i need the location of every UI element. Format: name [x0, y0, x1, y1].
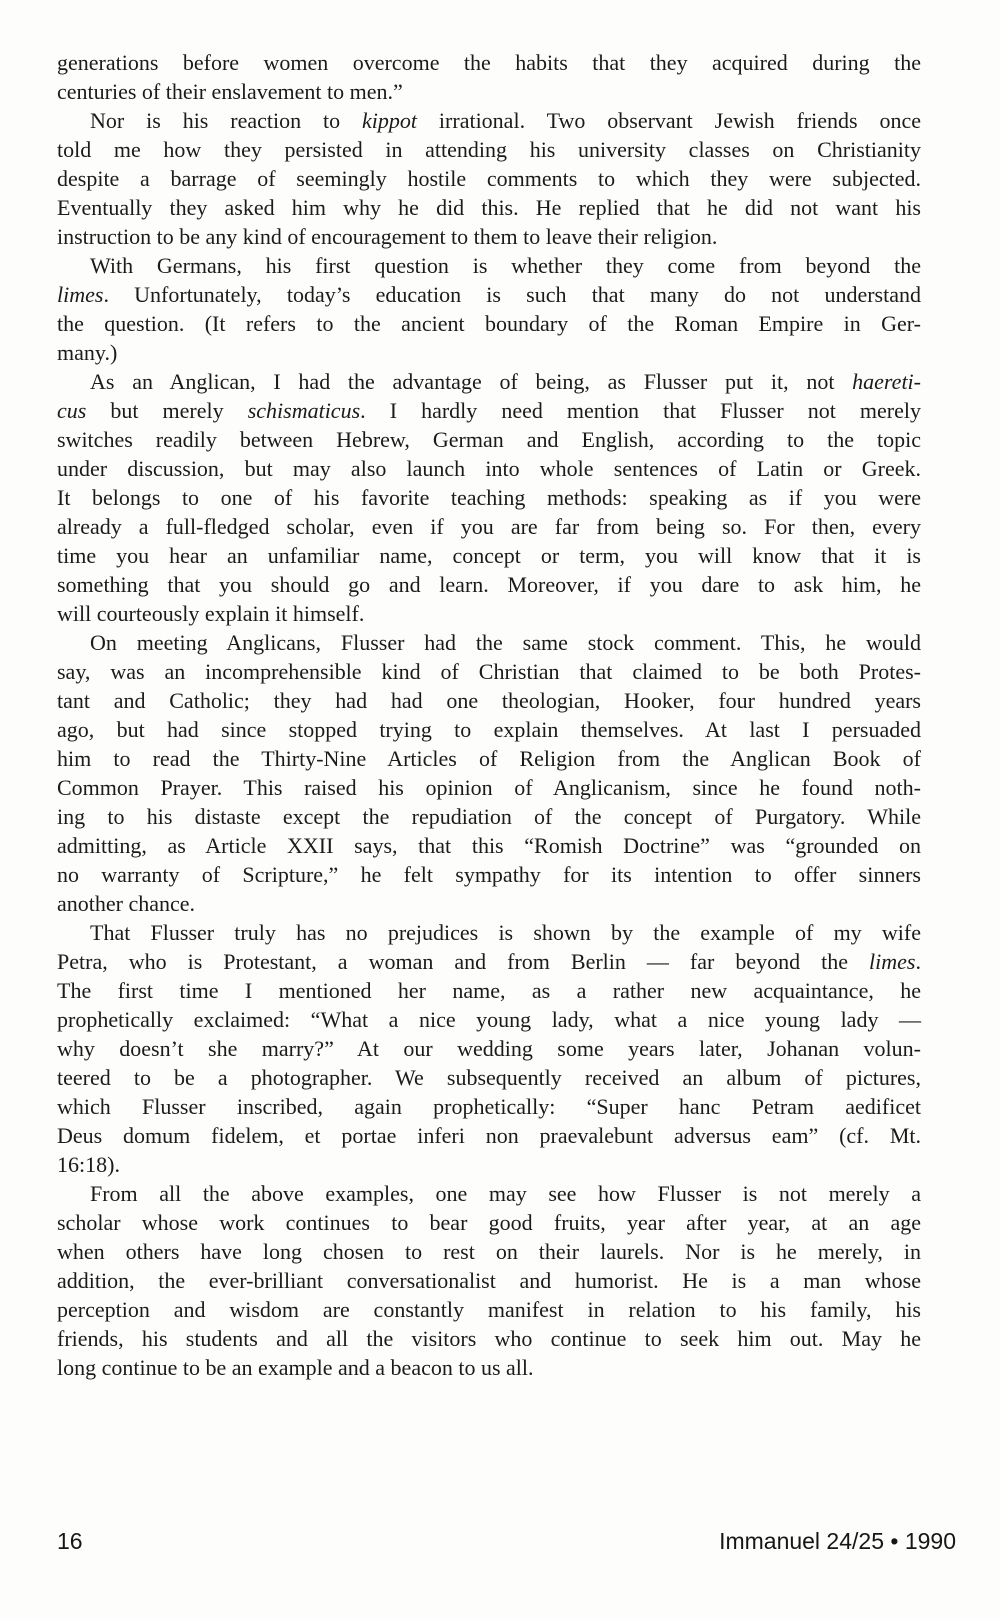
- italic-text-run: cus: [57, 398, 87, 423]
- text-line: [57, 454, 921, 483]
- text-line: [57, 947, 921, 976]
- text-run: From all the above examples, one may see how Flusser is not merely a: [90, 1181, 921, 1206]
- text-line: [57, 483, 921, 512]
- italic-text-run: limes: [57, 282, 104, 307]
- text-line: [57, 280, 921, 309]
- text-run: time you hear an unfamiliar name, concept or term, you will know that it is: [57, 543, 921, 568]
- text-line: [57, 1179, 921, 1208]
- text-line: [57, 1237, 921, 1266]
- text-run: . Unfortunately, today’s education is such that many do not understand: [103, 282, 921, 307]
- italic-text-run: schismaticus: [247, 398, 361, 423]
- text-run: ago, but had since stopped trying to explain themselves. At last I persuaded: [57, 717, 921, 742]
- paragraph: [57, 48, 921, 106]
- text-line: [57, 541, 921, 570]
- italic-text-run: kippot: [362, 108, 418, 133]
- text-run: when others have long chosen to rest on their laurels. Nor is he merely, in: [57, 1239, 921, 1264]
- text-run: no warranty of Scripture,” he felt sympathy for its intention to offer sinners: [57, 862, 921, 887]
- text-run: teered to be a photographer. We subsequently received an album of pictures,: [57, 1065, 921, 1090]
- text-line: [57, 1092, 921, 1121]
- text-run: instruction to be any kind of encouragement to them to leave their religion.: [57, 224, 718, 249]
- text-line: [57, 860, 921, 889]
- text-line: [57, 570, 921, 599]
- page-number: 16: [57, 1528, 83, 1554]
- text-run: .: [915, 949, 921, 974]
- text-run: him to read the Thirty-Nine Articles of Religion from the Anglican Book of: [57, 746, 921, 771]
- text-run: switches readily between Hebrew, German and English, according to the topic: [57, 427, 921, 452]
- text-run: will courteously explain it himself.: [57, 601, 365, 626]
- paragraph: [57, 1179, 921, 1382]
- text-line: [57, 222, 921, 251]
- text-run: irrational. Two observant Jewish friends once: [417, 108, 921, 133]
- text-line: [57, 396, 921, 425]
- text-run: admitting, as Article XXII says, that this “Romish Doctrine” was “grounded on: [57, 833, 921, 858]
- text-line: [57, 831, 921, 860]
- text-line: [57, 1208, 921, 1237]
- text-run: which Flusser inscribed, again prophetically: “Super hanc Petram aedificet: [57, 1094, 921, 1119]
- text-run: scholar whose work continues to bear good fruits, year after year, at an age: [57, 1210, 921, 1235]
- text-run: Eventually they asked him why he did this. He replied that he did not want his: [57, 195, 921, 220]
- text-line: [57, 889, 921, 918]
- text-run: told me how they persisted in attending his university classes on Christianity: [57, 137, 921, 162]
- text-run: ing to his distaste except the repudiation of the concept of Purgatory. While: [57, 804, 921, 829]
- text-run: under discussion, but may also launch into whole sentences of Latin or Greek.: [57, 456, 921, 481]
- text-line: [57, 512, 921, 541]
- text-line: [57, 135, 921, 164]
- text-run: already a full-fledged scholar, even if you are far from being so. For then, every: [57, 514, 921, 539]
- text-run: That Flusser truly has no prejudices is shown by the example of my wife: [90, 920, 921, 945]
- text-line: [57, 599, 921, 628]
- text-run: despite a barrage of seemingly hostile comments to which they were subjected.: [57, 166, 921, 191]
- text-run: tant and Catholic; they had had one theologian, Hooker, four hundred years: [57, 688, 921, 713]
- text-line: [57, 1063, 921, 1092]
- text-run: something that you should go and learn. Moreover, if you dare to ask him, he: [57, 572, 921, 597]
- article-body: [57, 48, 921, 1382]
- text-line: [57, 309, 921, 338]
- text-line: [57, 77, 921, 106]
- text-line: [57, 338, 921, 367]
- text-run: long continue to be an example and a beacon to us all.: [57, 1355, 534, 1380]
- text-line: [57, 628, 921, 657]
- text-run: prophetically exclaimed: “What a nice young lady, what a nice young lady —: [57, 1007, 921, 1032]
- text-run: . I hardly need mention that Flusser not merely: [360, 398, 921, 423]
- paragraph: [57, 251, 921, 367]
- page-footer: [57, 1528, 956, 1555]
- text-line: [57, 164, 921, 193]
- text-line: [57, 802, 921, 831]
- text-line: [57, 1353, 921, 1382]
- text-line: [57, 251, 921, 280]
- text-line: [57, 918, 921, 947]
- text-line: [57, 657, 921, 686]
- text-line: [57, 976, 921, 1005]
- text-line: [57, 367, 921, 396]
- italic-text-run: limes: [869, 949, 916, 974]
- text-run: many.): [57, 340, 118, 365]
- text-run: the question. (It refers to the ancient boundary of the Roman Empire in Ger-: [57, 311, 921, 336]
- italic-text-run: haereti-: [852, 369, 921, 394]
- paragraph: [57, 918, 921, 1179]
- text-run: It belongs to one of his favorite teaching methods: speaking as if you were: [57, 485, 921, 510]
- text-line: [57, 48, 921, 77]
- text-run: friends, his students and all the visitors who continue to seek him out. May he: [57, 1326, 921, 1351]
- paragraph: [57, 367, 921, 628]
- text-run: addition, the ever-brilliant conversationalist and humorist. He is a man whose: [57, 1268, 921, 1293]
- text-run: but merely: [86, 398, 248, 423]
- text-line: [57, 715, 921, 744]
- paragraph: [57, 106, 921, 251]
- text-run: another chance.: [57, 891, 196, 916]
- text-run: Nor is his reaction to: [90, 108, 363, 133]
- text-line: [57, 425, 921, 454]
- text-run: 16:18).: [57, 1152, 120, 1177]
- text-line: [57, 744, 921, 773]
- journal-citation: Immanuel 24/25 • 1990: [719, 1528, 956, 1554]
- text-run: With Germans, his first question is whether they come from beyond the: [90, 253, 921, 278]
- text-run: perception and wisdom are constantly manifest in relation to his family, his: [57, 1297, 921, 1322]
- text-line: [57, 773, 921, 802]
- text-run: Petra, who is Protestant, a woman and from Berlin — far beyond the: [57, 949, 870, 974]
- paragraph: [57, 628, 921, 918]
- text-run: generations before women overcome the habits that they acquired during the: [57, 50, 921, 75]
- text-line: [57, 1005, 921, 1034]
- text-line: [57, 686, 921, 715]
- text-run: centuries of their enslavement to men.”: [57, 79, 403, 104]
- text-run: The first time I mentioned her name, as a rather new acquaintance, he: [57, 978, 921, 1003]
- text-run: Common Prayer. This raised his opinion of Anglicanism, since he found noth-: [57, 775, 921, 800]
- text-line: [57, 1295, 921, 1324]
- text-line: [57, 1034, 921, 1063]
- text-run: As an Anglican, I had the advantage of being, as Flusser put it, not: [90, 369, 853, 394]
- text-line: [57, 193, 921, 222]
- text-line: [57, 1324, 921, 1353]
- text-run: Deus domum fidelem, et portae inferi non praevalebunt adversus eam” (cf. Mt.: [57, 1123, 921, 1148]
- text-line: [57, 1121, 921, 1150]
- text-run: why doesn’t she marry?” At our wedding some years later, Johanan volun-: [57, 1036, 921, 1061]
- text-line: [57, 1266, 921, 1295]
- text-run: say, was an incomprehensible kind of Christian that claimed to be both Protes-: [57, 659, 921, 684]
- text-line: [57, 106, 921, 135]
- text-line: [57, 1150, 921, 1179]
- text-run: On meeting Anglicans, Flusser had the same stock comment. This, he would: [90, 630, 921, 655]
